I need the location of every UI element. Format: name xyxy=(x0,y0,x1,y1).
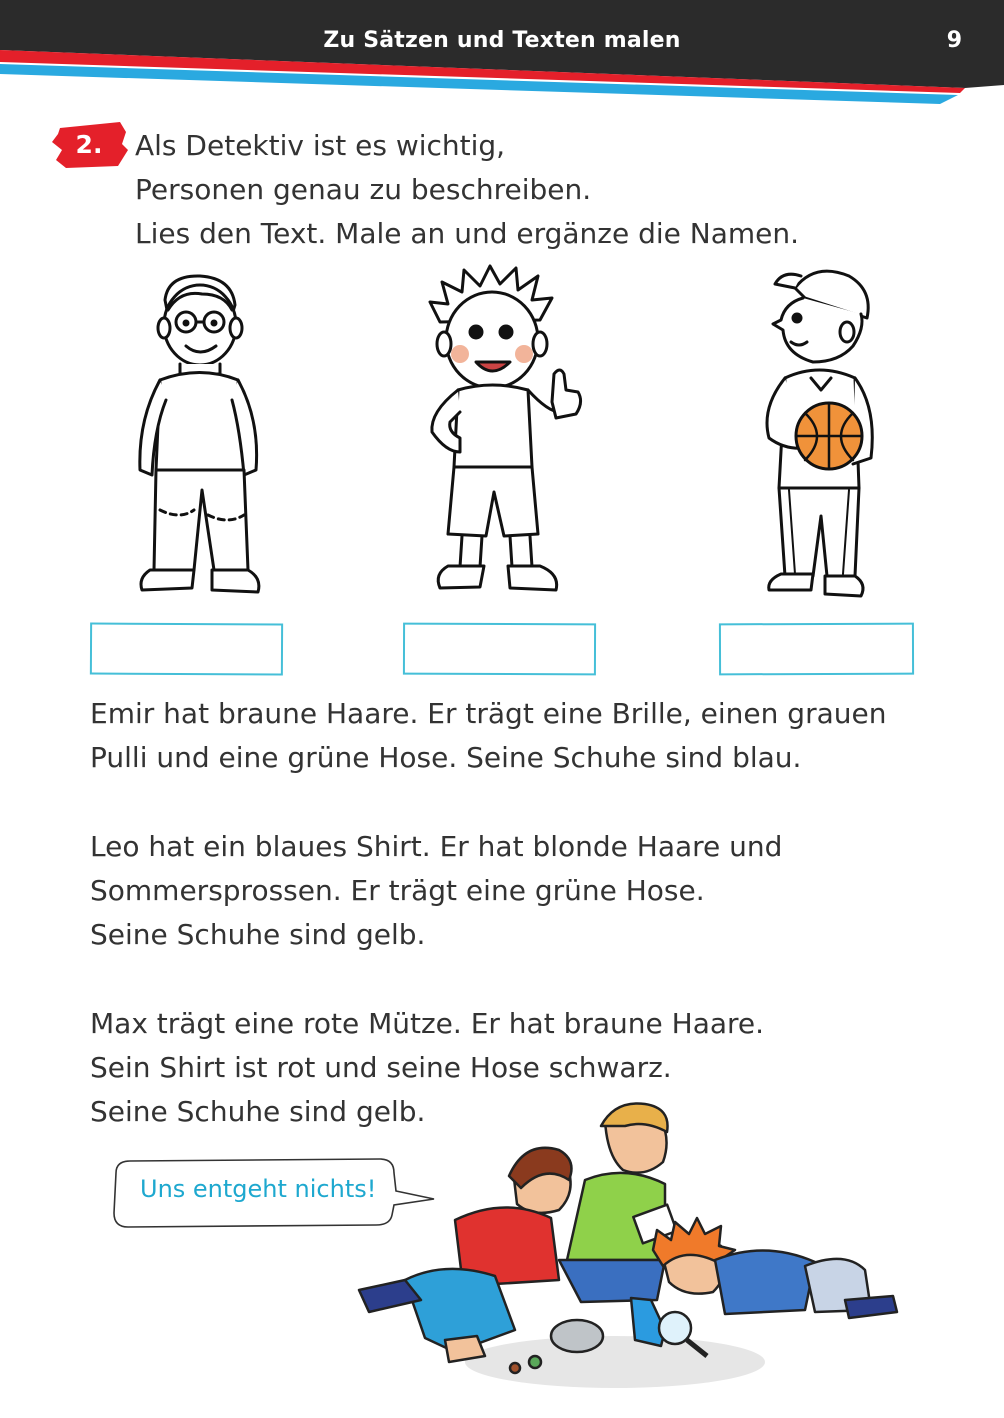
instruction-line: Personen genau zu beschreiben. xyxy=(135,173,592,206)
paragraph-line: Seine Schuhe sind gelb. xyxy=(90,1095,426,1128)
instruction-line: Lies den Text. Male an und ergänze die Namen. xyxy=(135,217,800,250)
figure-emir-candidate xyxy=(120,270,270,605)
page-header xyxy=(0,0,1004,108)
detective-illustration xyxy=(345,1100,905,1400)
paragraph-line: Emir hat braune Haare. Er trägt eine Brille, einen grauen xyxy=(90,697,887,730)
name-field-3[interactable] xyxy=(719,623,914,676)
paragraph-line: Leo hat ein blaues Shirt. Er hat blonde Haare und xyxy=(90,830,783,863)
task-number-badge xyxy=(52,120,132,170)
boy-with-glasses-icon xyxy=(120,270,270,605)
boy-thumbs-up-icon xyxy=(420,262,590,602)
boy-with-cap-and-ball-icon xyxy=(755,258,885,603)
header-stripes xyxy=(0,0,1004,108)
instruction-line: Als Detektiv ist es wichtig, xyxy=(135,129,506,162)
header-title: Zu Sätzen und Texten malen xyxy=(323,28,681,53)
paragraph-line: Max trägt eine rote Mütze. Er hat braune Haare. xyxy=(90,1007,765,1040)
paragraph-line: Sommersprossen. Er trägt eine grüne Hose. xyxy=(90,874,705,907)
paragraph-line: Pulli und eine grüne Hose. Seine Schuhe sind blau. xyxy=(90,741,802,774)
description-emir xyxy=(90,692,886,780)
task-instructions xyxy=(135,124,799,256)
page-number: 9 xyxy=(946,28,962,53)
description-leo xyxy=(90,825,782,957)
name-field-2[interactable] xyxy=(403,623,596,676)
speech-bubble-text: Uns entgeht nichts! xyxy=(140,1175,377,1203)
detective-kids-icon xyxy=(345,1100,905,1400)
paragraph-line: Sein Shirt ist rot und seine Hose schwarz. xyxy=(90,1051,672,1084)
task-number: 2. xyxy=(75,130,103,159)
name-field-1[interactable] xyxy=(90,622,283,675)
figure-leo-candidate xyxy=(420,262,590,602)
paragraph-line: Seine Schuhe sind gelb. xyxy=(90,918,426,951)
figure-max-candidate xyxy=(755,258,885,603)
